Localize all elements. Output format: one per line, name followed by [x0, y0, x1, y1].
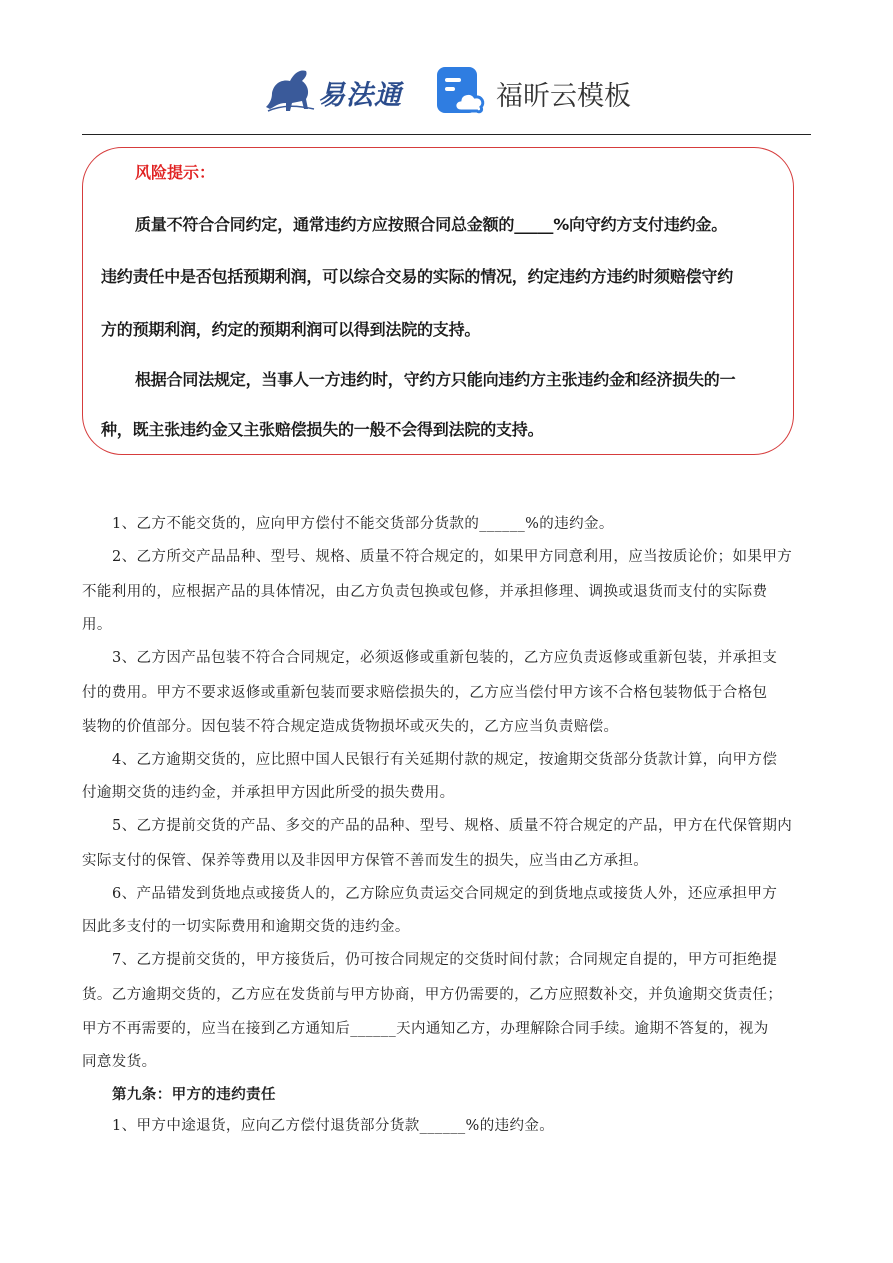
horse-icon [262, 63, 318, 115]
yifatong-logo-text: 易法通 [318, 80, 402, 111]
clause-line: 装物的价值部分。因包装不符合规定造成货物损坏或灭失的，乙方应当负责赔偿。 [82, 719, 619, 735]
clause-line: 4、乙方逾期交货的，应比照中国人民银行有关延期付款的规定，按逾期交货部分货款计算，向甲方偿 [112, 752, 778, 768]
clause-line: 7、乙方提前交货的，甲方接货后，仍可按合同规定的交货时间付款；合同规定自提的，甲方可拒绝提 [112, 952, 778, 968]
clause-line: 付逾期交货的违约金，并承担甲方因此所受的损失费用。 [82, 785, 455, 801]
risk-line: 违约责任中是否包括预期利润，可以综合交易的实际的情况，约定违约方违约时须赔偿守约 [101, 267, 734, 286]
foxit-template-logo-text: 福昕云模板 [496, 81, 631, 112]
risk-line: 种，既主张违约金又主张赔偿损失的一般不会得到法院的支持。 [101, 420, 544, 439]
clause-line: 2、乙方所交产品品种、型号、规格、质量不符合规定的，如果甲方同意利用，应当按质论价；如果甲方 [112, 549, 793, 565]
clause-line: 货。乙方逾期交货的，乙方应在发货前与甲方协商，甲方仍需要的，乙方应照数补交，并负逾期交货责任； [82, 987, 783, 1003]
clause-line: 3、乙方因产品包装不符合合同规定，必须返修或重新包装的，乙方应负责返修或重新包装，并承担支 [112, 650, 778, 666]
document-cloud-icon [435, 65, 489, 117]
page-header [0, 55, 893, 125]
yifatong-logo [262, 63, 412, 115]
clause-line: 不能利用的，应根据产品的具体情况，由乙方负责包换或包修，并承担修理、调换或退货而支付的实际费 [82, 584, 768, 600]
clause-line: 因此多支付的一切实际费用和逾期交货的违约金。 [82, 919, 410, 935]
risk-line: 根据合同法规定，当事人一方违约时，守约方只能向违约方主张违约金和经济损失的一 [135, 370, 736, 389]
clause-line: 甲方不再需要的，应当在接到乙方通知后______天内通知乙方，办理解除合同手续。逾期不答复的，视为 [82, 1021, 769, 1037]
foxit-template-logo [435, 65, 635, 117]
header-divider [82, 134, 811, 135]
clause-line: 1、乙方不能交货的，应向甲方偿付不能交货部分货款的______%的违约金。 [112, 516, 614, 532]
clause-line: 用。 [82, 617, 112, 633]
clause-line: 1、甲方中途退货，应向乙方偿付退货部分货款______%的违约金。 [112, 1118, 555, 1134]
section-heading: 第九条：甲方的违约责任 [112, 1086, 276, 1103]
clause-line: 6、产品错发到货地点或接货人的，乙方除应负责运交合同规定的到货地点或接货人外，还应承担甲方 [112, 886, 778, 902]
risk-line: 方的预期利润，约定的预期利润可以得到法院的支持。 [101, 320, 481, 339]
risk-warning-box [82, 147, 794, 455]
clause-line: 实际支付的保管、保养等费用以及非因甲方保管不善而发生的损失，应当由乙方承担。 [82, 853, 649, 869]
risk-title: 风险提示： [135, 163, 216, 182]
clause-line: 5、乙方提前交货的产品、多交的产品的品种、型号、规格、质量不符合规定的产品，甲方在代保管期内 [112, 818, 793, 834]
clause-line: 同意发货。 [82, 1054, 157, 1070]
clause-line: 付的费用。甲方不要求返修或重新包装而要求赔偿损失的，乙方应当偿付甲方该不合格包装物低于合格包 [82, 685, 768, 701]
risk-line: 质量不符合合同约定，通常违约方应按照合同总金额的_____%向守约方支付违约金。 [135, 215, 728, 234]
